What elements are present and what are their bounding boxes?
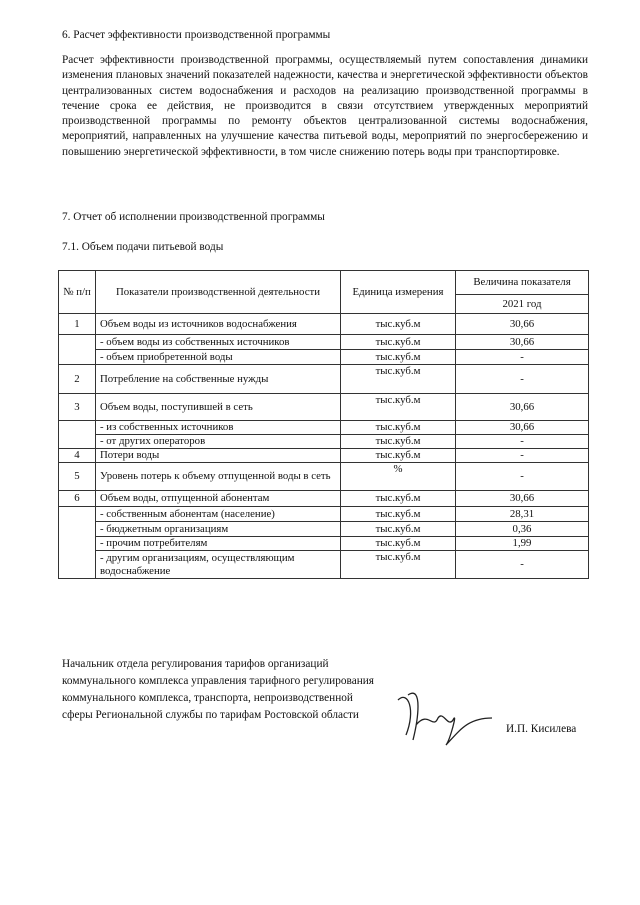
row-value: 0,36 [456,522,589,537]
table-row [59,463,589,491]
row-name: - от других операторов [96,435,341,449]
table-row [59,522,589,537]
header-value: Величина показателя [456,271,589,295]
row-value: - [456,350,589,365]
row-value: 28,31 [456,507,589,522]
row-value: - [456,463,589,491]
row-name: - другим организациям, осуществляющим водоснабжение [96,551,341,579]
row-unit: тыс.куб.м [341,449,456,463]
row-name: - собственным абонентам (население) [96,507,341,522]
section-7-heading: 7. Отчет об исполнении производственной программы [62,211,325,223]
row-value: - [456,435,589,449]
row-unit: тыс.куб.м [341,421,456,435]
row-name: - объем приобретенной воды [96,350,341,365]
row-unit: тыс.куб.м [341,537,456,551]
row-name: - из собственных источников [96,421,341,435]
handwritten-signature [388,680,498,750]
row-unit: тыс.куб.м [341,394,456,421]
row-value: 30,66 [456,421,589,435]
row-name: Объем воды, отпущенной абонентам [96,491,341,507]
row-name: - бюджетным организациям [96,522,341,537]
row-name: Объем воды, поступившей в сеть [96,394,341,421]
row-num [59,507,96,579]
table-row [59,394,589,421]
water-supply-table [58,270,589,579]
row-num [59,335,96,365]
table-row [59,350,589,365]
signatory-position: Начальник отдела регулирования тарифов организаций коммунального комплекса управления тарифного регулирования коммунального комплекса, транспорта, непроизводственной сферы Региональной службы по тарифам Ростовской области [62,658,374,721]
row-unit: тыс.куб.м [341,314,456,335]
row-unit: тыс.куб.м [341,491,456,507]
table-row [59,314,589,335]
header-unit: Единица измерения [341,271,456,314]
table-row [59,365,589,394]
table-row [59,335,589,350]
row-unit: тыс.куб.м [341,522,456,537]
row-unit: тыс.куб.м [341,551,456,579]
row-value: 30,66 [456,314,589,335]
row-num: 5 [59,463,96,491]
table-row [59,507,589,522]
row-name: Потери воды [96,449,341,463]
signatory-name: И.П. Кисилева [506,723,577,735]
row-num: 4 [59,449,96,463]
row-value: 30,66 [456,394,589,421]
table-row [59,537,589,551]
row-value: - [456,365,589,394]
row-name: Уровень потерь к объему отпущенной воды в сеть [96,463,341,491]
row-unit: тыс.куб.м [341,435,456,449]
row-num: 1 [59,314,96,335]
table-row [59,421,589,435]
row-value: 1,99 [456,537,589,551]
row-unit: % [341,463,456,491]
row-num: 2 [59,365,96,394]
section-7-1-heading: 7.1. Объем подачи питьевой воды [62,241,224,253]
row-num: 3 [59,394,96,421]
row-name: Потребление на собственные нужды [96,365,341,394]
table-row [59,491,589,507]
row-value: 30,66 [456,491,589,507]
row-name: Объем воды из источников водоснабжения [96,314,341,335]
table-row [59,435,589,449]
table-row [59,551,589,579]
row-unit: тыс.куб.м [341,507,456,522]
header-num: № п/п [59,271,96,314]
row-unit: тыс.куб.м [341,365,456,394]
section-6-paragraph: Расчет эффективности производственной программы, осуществляемый путем сопоставления динамики изменения плановых значений показателей надежности, качества и энергетической эффективности объектов централизованных систем водоснабжения и расходов на реализацию производственной программы в течение срока ее действия, не производится в связи отсутствием утвержденных мероприятий производственной программы по ремонту объектов централизованной системы водоснабжения, мероприятий, направленных на улучшение качества питьевой воды, мероприятий по энергосбережению и повышению энергетической эффективности, в том числе снижению потерь воды при транспортировке. [62,54,588,158]
row-num: 6 [59,491,96,507]
section-6-heading: 6. Расчет эффективности производственной программы [62,29,331,41]
row-name: - объем воды из собственных источников [96,335,341,350]
table-row [59,449,589,463]
header-year: 2021 год [456,295,589,314]
row-value: 30,66 [456,335,589,350]
row-num [59,421,96,449]
row-value: - [456,551,589,579]
row-unit: тыс.куб.м [341,350,456,365]
row-value: - [456,449,589,463]
row-unit: тыс.куб.м [341,335,456,350]
header-indicator: Показатели производственной деятельности [96,271,341,314]
row-name: - прочим потребителям [96,537,341,551]
